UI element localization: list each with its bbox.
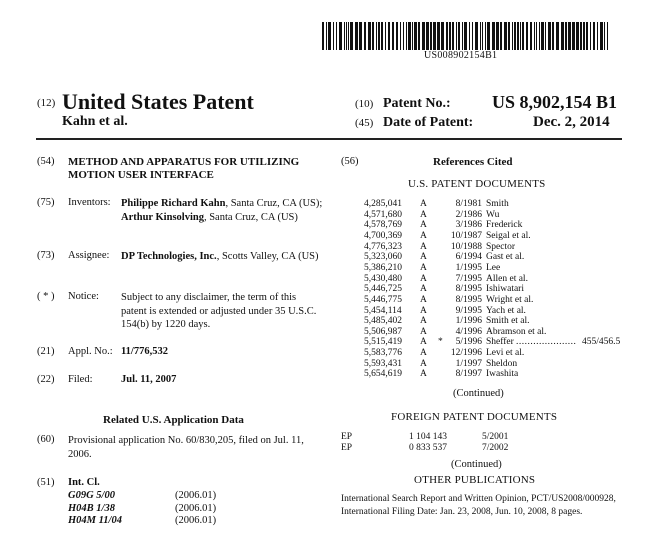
code-45: (45)	[355, 117, 374, 129]
ref-number: 5,446,725	[364, 284, 402, 295]
int-cl-year: (2006.01)	[175, 502, 217, 514]
barcode-bar	[376, 22, 377, 50]
foreign-date: 7/2002	[482, 443, 509, 453]
ref-name: Smith et al.	[486, 316, 530, 327]
barcode-bar	[469, 22, 470, 50]
ref-number: 5,515,419	[364, 337, 402, 348]
assignee-location: , Scotts Valley, CA (US)	[216, 251, 319, 262]
ref-star: *	[438, 337, 443, 348]
barcode-bar	[539, 22, 540, 50]
barcode-bar	[475, 22, 478, 50]
barcode-bar	[556, 22, 559, 50]
code-22: (22)	[37, 374, 55, 385]
ref-kind: A	[420, 241, 427, 252]
ref-name: Spector	[486, 241, 516, 252]
ref-name: Sheldon	[486, 358, 518, 369]
ref-date: 1/1997	[455, 358, 482, 369]
code-54: (54)	[37, 156, 55, 167]
barcode-bar	[508, 22, 510, 50]
barcode-bar	[485, 22, 486, 50]
barcode-bar	[446, 22, 448, 50]
barcode-bar	[482, 22, 483, 50]
ref-name: Seigal et al.	[486, 230, 531, 241]
barcode-bar	[449, 22, 451, 50]
foreign-number: 1 104 143	[409, 432, 447, 442]
barcode-bar	[607, 22, 608, 50]
barcode-bar	[426, 22, 429, 50]
ref-date: 4/1996	[455, 326, 482, 337]
ref-date: 7/1995	[455, 273, 482, 284]
barcode-bar	[456, 22, 457, 50]
continued-1: (Continued)	[453, 388, 504, 399]
ref-name: Levi et al.	[486, 348, 525, 359]
continued-2: (Continued)	[451, 459, 502, 470]
ref-number: 5,506,987	[364, 326, 402, 337]
foreign-number: 0 833 537	[409, 443, 447, 453]
us-docs-heading: U.S. PATENT DOCUMENTS	[408, 178, 546, 190]
code-21: (21)	[37, 346, 55, 357]
ref-kind: A	[420, 369, 427, 380]
barcode-bar	[328, 22, 331, 50]
barcode-bar	[572, 22, 575, 50]
barcode-bar	[580, 22, 582, 50]
date-label: Date of Patent:	[383, 115, 474, 130]
ref-kind: A	[420, 273, 427, 284]
ref-name: Smith	[486, 199, 509, 209]
barcode-bar	[487, 22, 490, 50]
barcode-bar	[552, 22, 554, 50]
barcode-bar	[333, 22, 334, 50]
barcode-bar	[534, 22, 535, 50]
inventors-label: Inventors:	[68, 197, 111, 208]
int-cl-code: H04B 1/38	[68, 502, 115, 514]
barcode-bar	[586, 22, 588, 50]
barcode-bar	[583, 22, 585, 50]
barcode-bar	[388, 22, 390, 50]
barcode-bar	[522, 22, 524, 50]
barcode-bar	[368, 22, 371, 50]
references-heading: References Cited	[433, 156, 513, 168]
ref-number: 5,323,060	[364, 252, 402, 263]
ref-kind: A	[420, 337, 427, 348]
int-cl-label: Int. Cl.	[68, 477, 100, 488]
ref-class: 455/456.5	[582, 337, 621, 348]
appl-no-label: Appl. No.:	[68, 346, 113, 357]
ref-kind: A	[420, 209, 427, 220]
ref-kind: A	[420, 262, 427, 273]
related-data-heading: Related U.S. Application Data	[103, 414, 244, 426]
barcode-bar	[504, 22, 507, 50]
code-notice: ( * )	[37, 291, 55, 302]
barcode-bar	[381, 22, 383, 50]
barcode-bar	[480, 22, 481, 50]
ref-date: 6/1994	[455, 252, 482, 263]
code-75: (75)	[37, 197, 55, 208]
barcode-bar	[400, 22, 401, 50]
ref-kind: A	[420, 230, 427, 241]
ref-name: Gast et al.	[486, 252, 525, 263]
barcode-bar	[403, 22, 404, 50]
barcode-bar	[322, 22, 324, 50]
barcode-bar	[541, 22, 544, 50]
barcode-bar	[517, 22, 519, 50]
barcode-bar	[414, 22, 417, 50]
ref-number: 4,571,680	[364, 209, 402, 220]
ref-kind: A	[420, 220, 427, 231]
ref-name: Sheffer	[486, 337, 514, 348]
code-56: (56)	[341, 156, 359, 167]
applicant-name: Kahn et al.	[62, 114, 128, 129]
assignee-name: DP Technologies, Inc.	[121, 251, 217, 262]
ref-date: 8/1997	[455, 369, 482, 380]
patent-date: Dec. 2, 2014	[533, 114, 610, 130]
ref-date: 9/1995	[455, 305, 482, 316]
inventors-text	[121, 197, 325, 224]
ref-number: 5,485,402	[364, 316, 402, 327]
other-publication-text: International Search Report and Written Opinion, PCT/US2008/000928, International Filing Date: Jan. 23, 2008, Jun. 10, 2008, 8 pages.	[341, 494, 616, 517]
barcode-bar	[593, 22, 595, 50]
barcode-bar	[462, 22, 463, 50]
int-cl-year: (2006.01)	[175, 515, 217, 526]
ref-date: 1/1995	[455, 262, 482, 273]
barcode-bar	[336, 22, 337, 50]
filed-date: Jul. 11, 2007	[121, 374, 177, 385]
barcode-bar	[430, 22, 432, 50]
int-cl-code: H04M 11/04	[68, 515, 122, 526]
ref-kind: A	[420, 326, 427, 337]
barcode-bar	[590, 22, 591, 50]
code-73: (73)	[37, 250, 55, 261]
ref-name: Abramson et al.	[486, 326, 547, 337]
inventor-1-location: , Santa Cruz, CA (US);	[225, 198, 323, 209]
barcode-bar	[512, 22, 513, 50]
barcode-bar	[452, 22, 454, 50]
barcode-number: US008902154B1	[424, 50, 498, 61]
barcode-bar	[433, 22, 436, 50]
provisional-text: Provisional application No. 60/830,205, filed on Jul. 11, 2006.	[68, 435, 304, 460]
barcode-bar	[408, 22, 411, 50]
barcode-bar	[520, 22, 521, 50]
barcode-bar	[441, 22, 444, 50]
inventor-2-location: , Santa Cruz, CA (US)	[203, 211, 298, 223]
barcode-bar	[600, 22, 603, 50]
foreign-country: EP	[341, 432, 353, 442]
barcode-bar	[348, 22, 349, 50]
barcode-bar	[350, 22, 353, 50]
notice-label: Notice:	[68, 291, 99, 302]
barcode-bar	[385, 22, 386, 50]
ref-kind: A	[420, 284, 427, 295]
barcode-bar	[530, 22, 532, 50]
barcode-bar	[500, 22, 502, 50]
barcode	[322, 22, 612, 50]
ref-date: 5/1996	[455, 337, 482, 348]
ref-number: 4,285,041	[364, 199, 402, 209]
barcode-bar	[359, 22, 362, 50]
barcode-bar	[568, 22, 571, 50]
int-cl-year: (2006.01)	[175, 490, 217, 501]
barcode-bar	[355, 22, 358, 50]
patent-number: US 8,902,154 B1	[492, 92, 618, 112]
assignee-label: Assignee:	[68, 250, 110, 261]
barcode-bar	[576, 22, 579, 50]
foreign-date: 5/2001	[482, 432, 509, 442]
document-title: United States Patent	[62, 89, 254, 114]
assignee-text	[121, 250, 325, 264]
filed-label: Filed:	[68, 374, 93, 385]
barcode-bar	[545, 22, 546, 50]
barcode-bar	[339, 22, 342, 50]
ref-date: 10/1988	[450, 241, 482, 252]
barcode-bar	[422, 22, 425, 50]
ref-number: 4,578,769	[364, 220, 402, 231]
ref-name: Frederick	[486, 220, 523, 231]
code-12: (12)	[37, 97, 56, 109]
ref-date: 8/1995	[455, 294, 482, 305]
barcode-bar	[437, 22, 440, 50]
barcode-bar	[561, 22, 564, 50]
other-publications-heading: OTHER PUBLICATIONS	[414, 474, 536, 486]
ref-kind: A	[420, 348, 427, 359]
ref-name: Wu	[486, 209, 500, 220]
ref-date: 8/1995	[455, 284, 482, 295]
ref-number: 4,776,323	[364, 241, 402, 252]
ref-name: Yach et al.	[486, 305, 526, 316]
ref-number: 5,593,431	[364, 358, 402, 369]
ref-date: 1/1996	[455, 316, 482, 327]
barcode-bar	[412, 22, 413, 50]
appl-no: 11/776,532	[121, 346, 168, 357]
ref-number: 5,454,114	[364, 305, 402, 316]
barcode-bar	[406, 22, 407, 50]
ref-kind: A	[420, 316, 427, 327]
foreign-docs-heading: FOREIGN PATENT DOCUMENTS	[391, 411, 558, 423]
barcode-bar	[464, 22, 467, 50]
barcode-bar	[326, 22, 327, 50]
barcode-bar	[514, 22, 516, 50]
inventor-1: Philippe Richard Kahn	[121, 198, 226, 209]
barcode-bar	[418, 22, 420, 50]
inventor-2: Arthur Kinsolving	[121, 211, 204, 223]
ref-number: 5,583,776	[364, 348, 402, 359]
barcode-bar	[396, 22, 398, 50]
ref-kind: A	[420, 358, 427, 369]
barcode-bar	[364, 22, 366, 50]
ref-leader-dots: .....................	[516, 337, 577, 348]
code-51: (51)	[37, 477, 55, 488]
ref-name: Ishiwatari	[486, 284, 524, 295]
barcode-bar	[565, 22, 567, 50]
notice-text: Subject to any disclaimer, the term of this patent is extended or adjusted under 35 U.S.C. 154(b) by 1220 days.	[121, 292, 317, 330]
barcode-bar	[346, 22, 347, 50]
barcode-bar	[458, 22, 460, 50]
barcode-bar	[548, 22, 551, 50]
ref-name: Iwashita	[486, 369, 519, 380]
barcode-bar	[344, 22, 345, 50]
ref-name: Lee	[486, 262, 501, 273]
ref-kind: A	[420, 252, 427, 263]
barcode-bar	[372, 22, 374, 50]
ref-date: 10/1987	[450, 230, 482, 241]
header-divider	[36, 138, 622, 140]
ref-number: 5,430,480	[364, 273, 402, 284]
invention-title-line2: MOTION USER INTERFACE	[68, 169, 214, 181]
barcode-bar	[526, 22, 528, 50]
ref-name: Allen et al.	[486, 273, 528, 284]
ref-name: Wright et al.	[486, 294, 534, 305]
ref-date: 3/1986	[455, 220, 482, 231]
barcode-bar	[492, 22, 495, 50]
barcode-bar	[472, 22, 473, 50]
invention-title-line1: METHOD AND APPARATUS FOR UTILIZING	[68, 156, 300, 168]
barcode-bar	[536, 22, 537, 50]
int-cl-code: G09G 5/00	[68, 490, 115, 501]
ref-date: 8/1981	[455, 199, 482, 209]
patent-no-label: Patent No.:	[383, 96, 451, 111]
ref-date: 2/1986	[455, 209, 482, 220]
barcode-bar	[597, 22, 598, 50]
ref-kind: A	[420, 294, 427, 305]
code-60: (60)	[37, 434, 55, 445]
ref-number: 4,700,369	[364, 230, 402, 241]
ref-kind: A	[420, 199, 427, 209]
code-10: (10)	[355, 98, 374, 110]
barcode-bar	[496, 22, 499, 50]
ref-number: 5,654,619	[364, 369, 402, 380]
foreign-country: EP	[341, 443, 353, 453]
barcode-bar	[604, 22, 605, 50]
ref-number: 5,446,775	[364, 294, 402, 305]
ref-kind: A	[420, 305, 427, 316]
ref-number: 5,386,210	[364, 262, 402, 273]
barcode-bar	[392, 22, 394, 50]
barcode-bar	[378, 22, 380, 50]
ref-date: 12/1996	[450, 348, 482, 359]
